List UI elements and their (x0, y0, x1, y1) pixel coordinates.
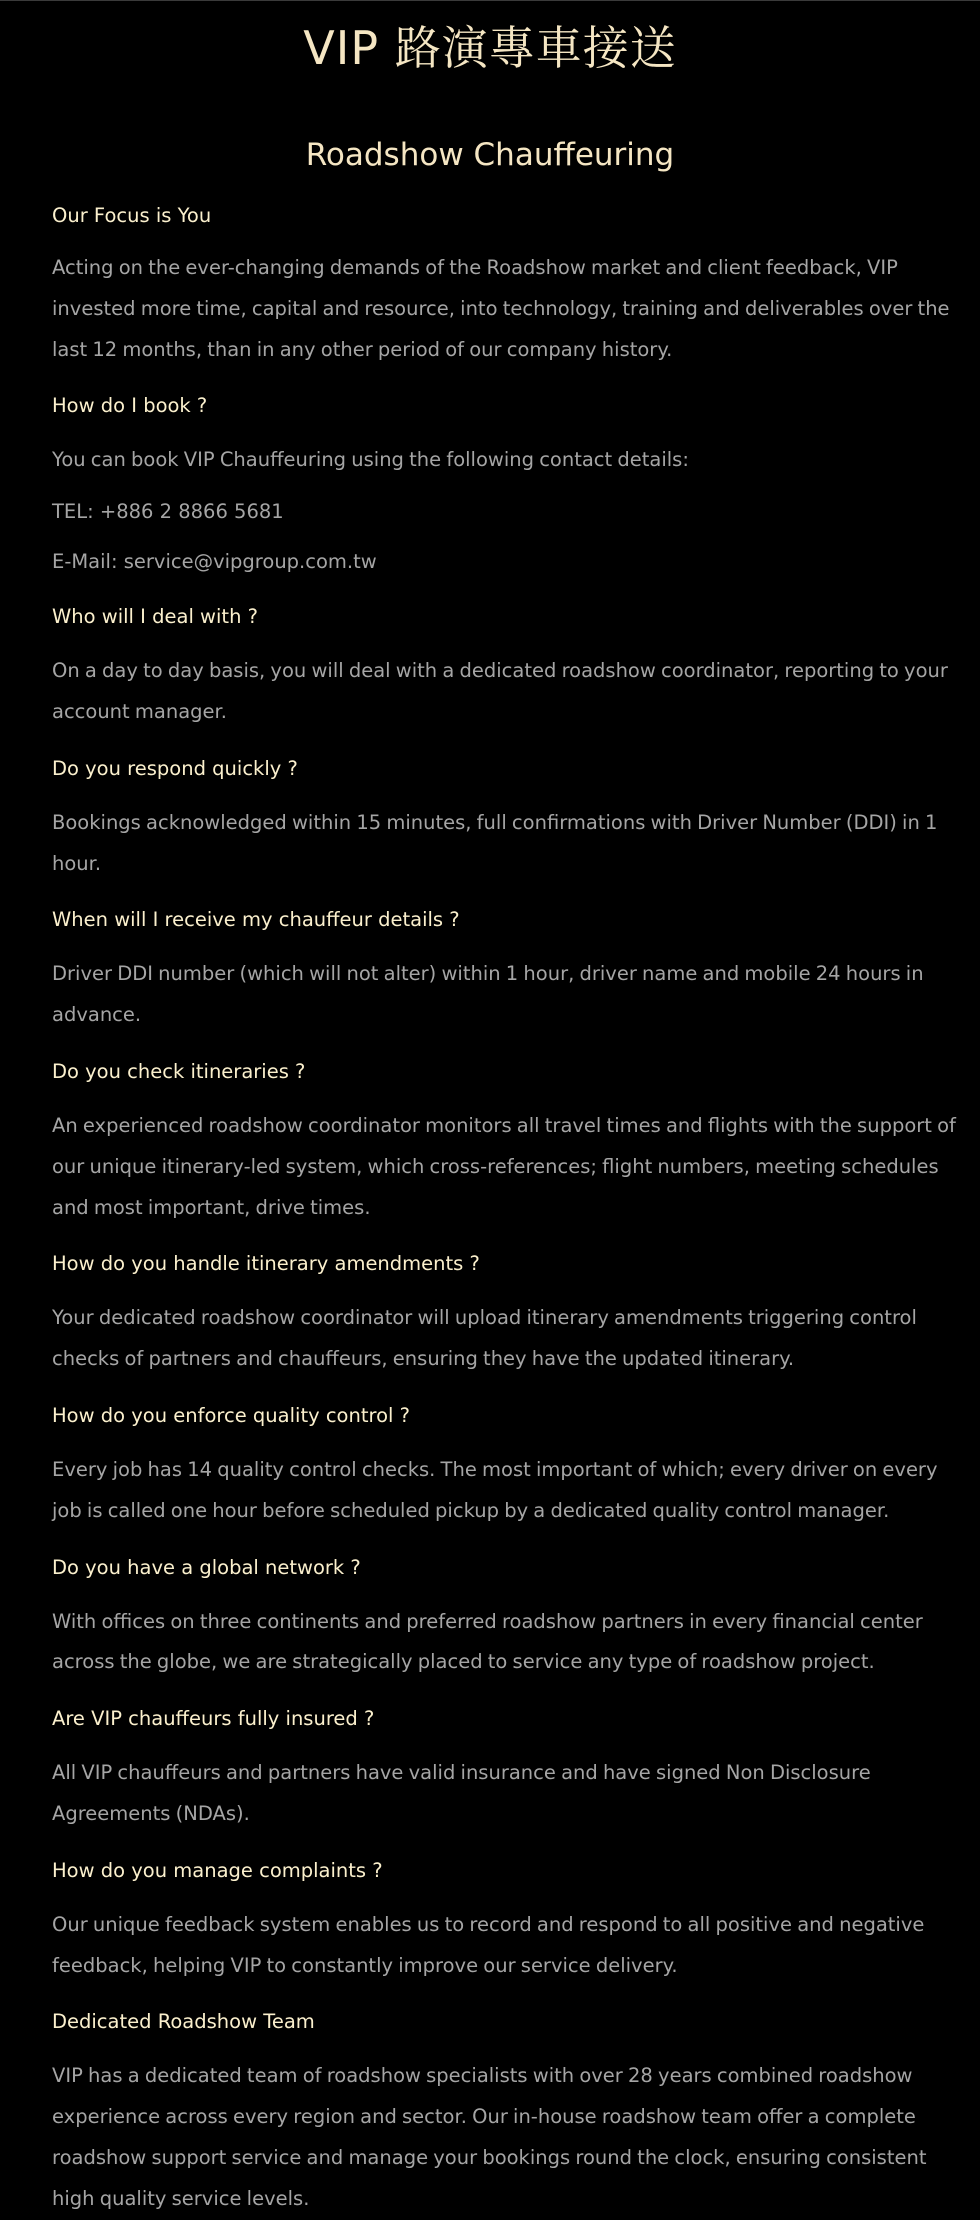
faq-question: How do you enforce quality control ? (52, 1403, 410, 1427)
page-subtitle: Roadshow Chauffeuring (305, 137, 675, 173)
faq-question: When will I receive my chauffeur details ? (52, 908, 460, 932)
faq-question: How do you handle itinerary amendments ? (52, 1252, 480, 1276)
faq-question: How do you manage complaints ? (52, 1858, 383, 1882)
contact-email: E-Mail: service@vipgroup.com.tw (52, 550, 377, 574)
faq-answer: Acting on the ever-changing demands of the Roadshow market and client feedback, VIP invested more time, capital and resource, into technology, training and deliverables over the last 12 months, than in any other period of our company history. (52, 256, 950, 361)
faq-answer: You can book VIP Chauffeuring using the following contact details: (52, 448, 689, 472)
faq-question: Do you have a global network ? (52, 1555, 361, 1579)
faq-question: How do I book ? (52, 394, 208, 418)
faq-question: Our Focus is You (52, 204, 212, 227)
faq-question: Do you respond quickly ? (52, 756, 298, 780)
page-title: VIP 路演專車接送 (303, 21, 677, 75)
faq-question: Dedicated Roadshow Team (52, 2010, 315, 2034)
faq-question: Are VIP chauffeurs fully insured ? (52, 1707, 375, 1731)
faq-answer: Every job has 14 quality control checks. The most important of which; every driver on every job is called one hour before scheduled pickup by a dedicated quality control manager. (52, 1457, 938, 1522)
faq-question: Who will I deal with ? (52, 605, 258, 629)
faq-answer: Driver DDI number (which will not alter) within 1 hour, driver name and mobile 24 hours in advance. (52, 962, 924, 1027)
faq-question: Do you check itineraries ? (52, 1059, 306, 1083)
faq-answer: All VIP chauffeurs and partners have valid insurance and have signed Non Disclosure Agreements (NDAs). (52, 1761, 871, 1825)
faq-answer: Your dedicated roadshow coordinator will upload itinerary amendments triggering control checks of partners and chauffeurs, ensuring they have the updated itinerary. (52, 1306, 917, 1371)
faq-answer: Our unique feedback system enables us to record and respond to all positive and negative feedback, helping VIP to constantly improve our service delivery. (52, 1912, 925, 1977)
faq-answer: VIP has a dedicated team of roadshow specialists with over 28 years combined roadshow experience across every region and sector. Our in-house roadshow team offer a complete roadshow support service and manage your bookings round the clock, ensuring consistent high quality service levels. (52, 2064, 927, 2210)
faq-answer: On a day to day basis, you will deal with a dedicated roadshow coordinator, reporting to your account manager. (52, 659, 948, 723)
faq-answer: With offices on three continents and preferred roadshow partners in every financial center across the globe, we are strategically placed to service any type of roadshow project. (52, 1609, 923, 1674)
contact-phone: TEL: +886 2 8866 5681 (52, 500, 284, 524)
faq-answer: An experienced roadshow coordinator monitors all travel times and flights with the support of our unique itinerary-led system, which cross-references; flight numbers, meeting schedules and most important, drive times. (52, 1113, 956, 1219)
faq-answer: Bookings acknowledged within 15 minutes, full confirmations with Driver Number (DDI) in 1 hour. (52, 810, 938, 875)
faq-list (0, 202, 968, 2220)
